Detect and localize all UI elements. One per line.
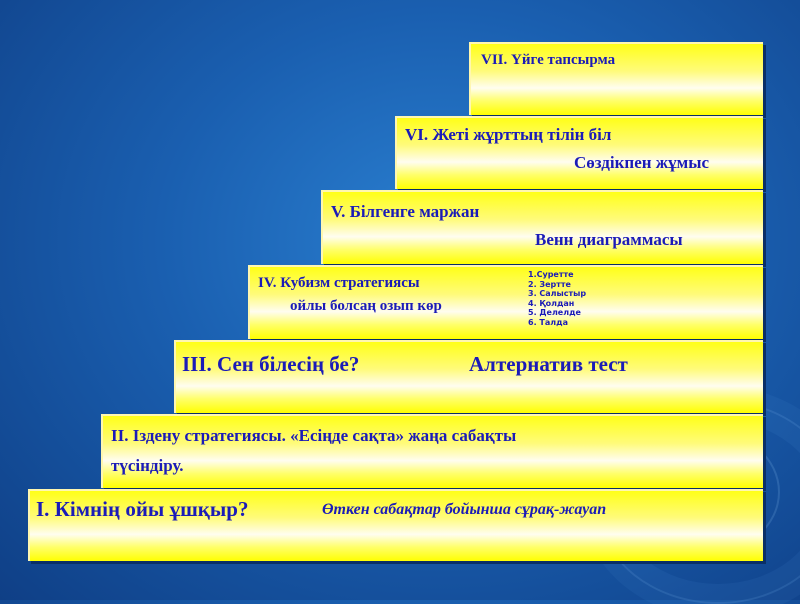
step-4-steps-list [528,270,586,327]
step-1-title: І. Кімнің ойы ұшқыр? [36,497,249,521]
list-item: 1.Суретте [528,270,574,279]
step-3-box [174,340,763,413]
step-4-box [248,265,763,339]
step-6-box [395,116,763,189]
list-item: 2. Зертте [528,279,571,289]
step-6-title: VI. Жеті жұрттың тілін біл [405,125,612,144]
step-7-box [469,42,763,115]
step-7-title: VII. Үйге тапсырма [481,52,616,68]
list-item: 5. Делелде [528,308,581,317]
step-4-title: IV. Кубизм стратегиясы [258,275,420,291]
list-item: 3. Салыстыр [528,289,587,298]
step-1-subtitle: Өткен сабақтар бойынша сұрақ-жауап [322,501,607,518]
step-6-subtitle: Сөздікпен жұмыс [574,153,710,172]
step-5-title: V. Білгенге маржан [331,202,480,221]
list-item: 6. Талда [528,317,568,327]
step-3-subtitle: Алтернатив тест [469,352,628,376]
step-2-box [101,414,763,488]
step-2-line-2: түсіндіру. [111,456,184,475]
step-5-box [321,190,763,264]
step-1-box [28,489,763,561]
list-item: 4. Қолдан [528,298,575,308]
step-4-subtitle: ойлы болсаң озып көр [290,298,442,314]
step-3-title: ІІІ. Сен білесің бе? [182,352,360,376]
step-2-line-1: ІІ. Іздену стратегиясы. «Есіңде сақта» жаңа сабақты [111,426,517,445]
step-5-subtitle: Венн диаграммасы [535,230,683,249]
